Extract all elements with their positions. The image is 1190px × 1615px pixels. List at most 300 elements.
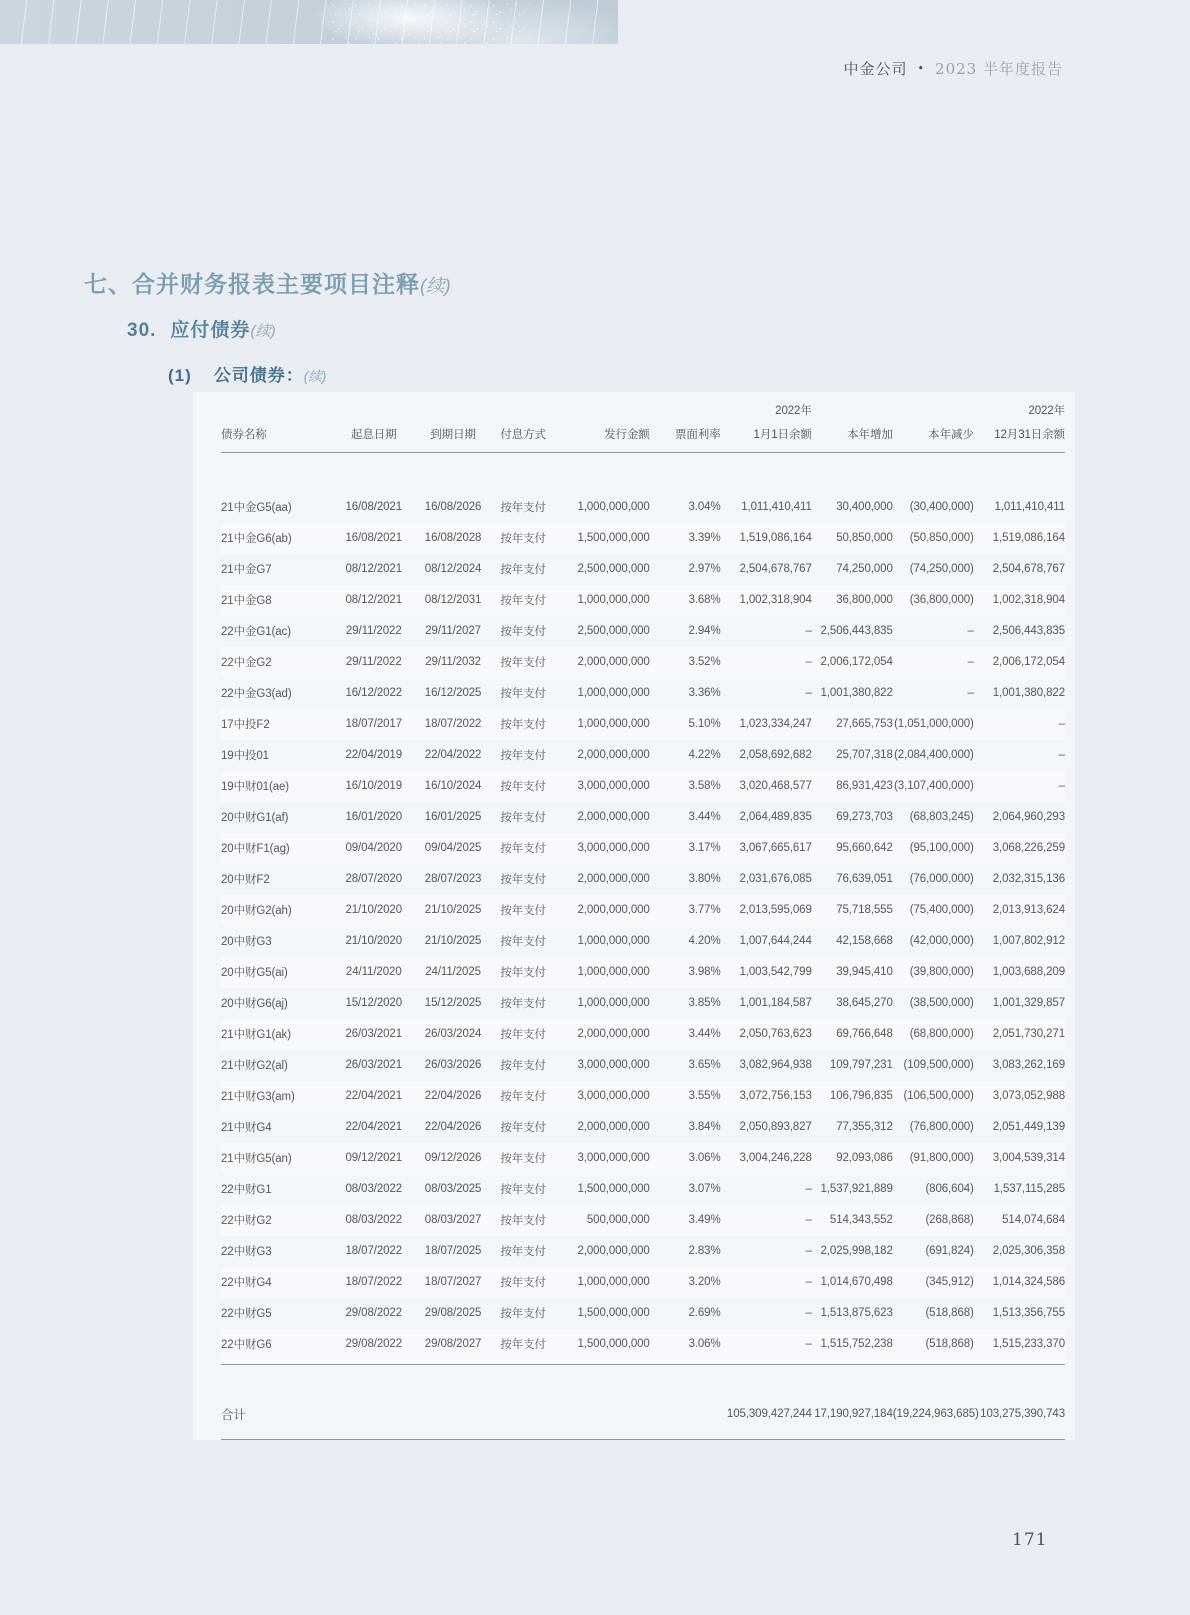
report-title: 2023 半年度报告 [935,60,1063,78]
table-cell: 22中财G5 [221,1308,272,1320]
table-cell: 69,766,648 [812,1019,893,1050]
note-number: 30. [127,320,157,341]
table-cell: 按年支付 [493,1205,554,1236]
table-cell: 3.44% [688,811,721,823]
table-cell: 22/04/2026 [424,1121,482,1133]
table-cell: (76,800,000) [909,1121,974,1133]
year-label-row [221,398,1065,420]
table-cell: 20中财G6(aj) [221,998,288,1010]
table-cell: 514,074,684 [974,1205,1065,1236]
table-cell: (75,400,000) [893,895,974,926]
table-row [221,864,1065,895]
table-cell: (2,084,400,000) [894,749,974,761]
table-cell: 2,000,000,000 [577,811,650,823]
table-cell: 按年支付 [493,1143,554,1174]
table-cell: 2,006,172,054 [974,647,1065,678]
table-cell: 25,707,318 [836,749,893,761]
table-cell: 3.77% [650,895,721,926]
table-cell: 1,000,000,000 [577,997,650,1009]
table-cell: 18/07/2017 [334,709,413,740]
table-cell: 08/03/2022 [345,1183,403,1195]
table-cell: – [974,709,1065,740]
table-cell: 21/10/2020 [345,935,403,947]
table-cell: 按年支付 [493,585,554,616]
total-label: 合计 [221,1365,334,1440]
decorative-header-band [0,0,618,44]
table-cell: 20中财G1(af) [221,812,289,824]
table-cell: 2,506,443,835 [992,625,1065,637]
table-row [221,771,1065,802]
table-cell: 16/01/2025 [424,811,482,823]
table-cell: 21中金G8 [221,585,334,616]
table-row [221,1329,1065,1365]
table-cell: 29/11/2022 [345,625,402,637]
section-heading-text: 七、合并财务报表主要项目注释 [84,271,420,297]
table-cell: 21中财G3(am) [221,1081,334,1112]
table-cell: 08/12/2021 [345,563,403,575]
table-cell: 09/04/2025 [413,833,492,864]
table-cell: – [967,687,974,699]
table-cell: 1,011,410,411 [994,501,1065,513]
table-cell: 18/07/2027 [413,1267,492,1298]
table-cell: (68,800,000) [893,1019,974,1050]
col-header-bond-name: 债券名称 [221,420,334,453]
table-cell: 15/12/2020 [345,997,403,1009]
table-cell: 16/08/2021 [345,501,403,513]
table-cell: 3,083,262,169 [992,1059,1065,1071]
bullet-separator-icon: • [917,62,926,75]
note-heading-text: 应付债券 [170,320,251,341]
table-cell: 2,000,000,000 [577,1121,650,1133]
table-cell: 1,000,000,000 [554,1267,650,1298]
note-continued-mark: (续) [250,323,276,340]
table-cell: 3.44% [650,1019,721,1050]
table-row [221,678,1065,709]
table-cell: 1,000,000,000 [554,957,650,988]
table-cell: 3,072,756,153 [721,1081,812,1112]
table-cell: 按年支付 [500,936,546,948]
table-cell: 3,004,246,228 [721,1143,812,1174]
table-row [221,833,1065,864]
table-cell: 1,001,380,822 [992,687,1065,699]
table-cell: 1,500,000,000 [554,1329,650,1365]
table-cell: 3.68% [650,585,721,616]
table-cell: 16/12/2022 [345,687,403,699]
table-cell: 27,665,753 [812,709,893,740]
table-cell: 2,025,998,182 [820,1245,893,1257]
table-cell: 2.69% [688,1307,721,1319]
table-cell: 92,093,086 [812,1143,893,1174]
table-row [221,1298,1065,1329]
table-cell: (74,250,000) [909,563,974,575]
table-cell: 24/11/2020 [334,957,413,988]
table-cell: 2,504,678,767 [739,563,812,575]
table-cell: 1,003,688,209 [974,957,1065,988]
table-row [221,1205,1065,1236]
table-cell: 19中财01(ae) [221,771,334,802]
table-cell: 2,000,000,000 [577,749,650,761]
table-cell: 按年支付 [493,957,554,988]
table-cell: 20中财G3 [221,936,272,948]
table-cell: 3.55% [650,1081,721,1112]
table-cell: 3,004,539,314 [974,1143,1065,1174]
table-cell: 106,796,835 [812,1081,893,1112]
table-cell: 按年支付 [500,1246,546,1258]
table-cell: 29/11/2027 [425,625,481,637]
table-cell: 1,001,329,857 [992,997,1065,1009]
table-cell: 3.17% [650,833,721,864]
table-cell: 2,064,489,835 [739,811,812,823]
table-cell: 按年支付 [493,709,554,740]
table-cell: 2.94% [688,625,721,637]
table-cell: 16/10/2019 [334,771,413,802]
table-cell: (36,800,000) [893,585,974,616]
table-cell: 2,051,730,271 [974,1019,1065,1050]
table-cell: (42,000,000) [909,935,974,947]
table-cell: 18/07/2022 [334,1267,413,1298]
table-cell: 74,250,000 [836,563,893,575]
table-cell: – [805,1183,812,1195]
table-cell: 按年支付 [493,647,554,678]
table-cell: 2,031,676,085 [739,873,812,885]
table-cell: 28/07/2023 [424,873,482,885]
col-header-maturity-date: 到期日期 [413,420,492,453]
table-cell: 4.20% [688,935,721,947]
table-cell: 按年支付 [493,523,554,554]
table-cell: 按年支付 [500,750,546,762]
table-row [221,616,1065,647]
table-cell: 26/03/2021 [345,1059,403,1071]
table-cell: 26/03/2021 [334,1019,413,1050]
table-cell: 1,513,875,623 [820,1307,893,1319]
table-cell: 按年支付 [500,1122,546,1134]
table-cell: 3,000,000,000 [554,833,650,864]
table-cell: – [805,687,812,699]
table-cell: 按年支付 [493,1267,554,1298]
company-name: 中金公司 [843,60,908,78]
bonds-table-container [193,392,1075,1440]
table-cell: 3,000,000,000 [577,1059,650,1071]
table-cell: (50,850,000) [893,523,974,554]
table-cell: 2,000,000,000 [577,873,650,885]
table-cell: 3.65% [688,1059,721,1071]
table-cell: 3,082,964,938 [739,1059,812,1071]
table-cell: (95,100,000) [893,833,974,864]
table-cell: 1,001,380,822 [820,687,893,699]
table-cell: 22中财G4 [221,1267,334,1298]
table-cell: 1,515,233,370 [974,1329,1065,1365]
table-cell: 18/07/2022 [345,1245,403,1257]
table-cell: 3,000,000,000 [554,1143,650,1174]
table-cell: 3,020,468,577 [721,771,812,802]
table-cell: 21中金G7 [221,564,272,576]
item-continued-mark: (续) [303,369,327,384]
table-cell: 1,500,000,000 [577,1307,650,1319]
table-row [221,1019,1065,1050]
table-cell: 109,797,231 [829,1059,893,1071]
table-cell: 2,000,000,000 [577,1245,650,1257]
note-heading [127,315,276,342]
table-cell: 29/08/2022 [334,1329,413,1365]
table-cell: 1,000,000,000 [577,935,650,947]
table-cell: 18/07/2025 [424,1245,482,1257]
table-cell: – [805,1307,812,1319]
table-cell: 39,945,410 [812,957,893,988]
table-cell: 3.39% [650,523,721,554]
table-cell: 1,537,115,285 [993,1183,1065,1195]
table-cell: 08/12/2021 [334,585,413,616]
table-cell: 21中财G2(al) [221,1060,288,1072]
table-cell: 20中财G2(ah) [221,895,334,926]
table-cell: – [721,1329,812,1365]
table-cell: 2,050,763,623 [721,1019,812,1050]
table-cell: 22中财G3 [221,1246,272,1258]
table-cell: 09/12/2021 [334,1143,413,1174]
table-cell: 3,073,052,988 [974,1081,1065,1112]
table-row [221,523,1065,554]
table-cell: 1,002,318,904 [721,585,812,616]
table-cell: 1,007,802,912 [992,935,1065,947]
bonds-table [221,398,1065,1440]
table-cell: 2,006,172,054 [812,647,893,678]
table-cell: (30,400,000) [909,501,974,513]
table-cell: 22/04/2019 [345,749,403,761]
item-number: (1) [168,366,192,385]
table-cell: 16/10/2024 [413,771,492,802]
table-cell: 2,013,595,069 [721,895,812,926]
table-cell: 75,718,555 [812,895,893,926]
table-cell: – [721,1205,812,1236]
table-cell: 2.83% [688,1245,721,1257]
table-cell: 77,355,312 [836,1121,893,1133]
page-number: 171 [1012,1530,1048,1550]
table-row [221,802,1065,833]
table-cell: 按年支付 [500,626,546,638]
table-row [221,1236,1065,1267]
table-cell: 2,506,443,835 [820,625,893,637]
table-cell: – [721,647,812,678]
total-dec31-balance: 103,275,390,743 [974,1365,1065,1440]
table-cell: 按年支付 [500,564,546,576]
table-cell: 2,000,000,000 [554,895,650,926]
table-cell: 2,013,913,624 [974,895,1065,926]
table-cell: 22/04/2021 [334,1081,413,1112]
table-row [221,554,1065,585]
table-cell: 08/12/2031 [413,585,492,616]
table-cell: 2,000,000,000 [554,647,650,678]
table-cell: 按年支付 [500,1184,546,1196]
table-row [221,585,1065,616]
table-row [221,453,1065,523]
table-cell: 2,500,000,000 [577,563,650,575]
table-cell: 3,000,000,000 [554,1081,650,1112]
year-label-dec31: 2022年 [1028,405,1065,417]
table-row [221,926,1065,957]
table-cell: 2,064,960,293 [992,811,1065,823]
table-cell: 2,500,000,000 [577,625,650,637]
table-cell: 16/01/2020 [345,811,403,823]
table-cell: – [974,771,1065,802]
table-cell: 21/10/2020 [334,895,413,926]
table-row [221,957,1065,988]
table-cell: 1,500,000,000 [554,523,650,554]
table-cell: 2,000,000,000 [554,1019,650,1050]
table-cell: (109,500,000) [903,1059,974,1071]
table-cell: 22/04/2022 [424,749,482,761]
table-cell: 1,023,334,247 [721,709,812,740]
table-cell: (68,803,245) [909,811,974,823]
decorative-speckle-texture [330,0,530,44]
table-cell: 42,158,668 [836,935,893,947]
table-cell: 按年支付 [500,874,546,886]
table-cell: 1,537,921,889 [820,1183,893,1195]
table-cell: 按年支付 [493,1019,554,1050]
running-header [844,58,1063,79]
table-cell: 4.22% [688,749,721,761]
table-row [221,1081,1065,1112]
col-header-dec31-balance: 12月31日余额 [974,420,1065,453]
table-row [221,740,1065,771]
total-decrease: (19,224,963,685) [893,1365,974,1440]
table-cell: – [805,1245,812,1257]
table-cell: 1,000,000,000 [554,709,650,740]
table-cell: 3.80% [688,873,721,885]
table-cell: 18/07/2022 [413,709,492,740]
table-cell: 29/08/2027 [413,1329,492,1365]
table-cell: 29/11/2032 [413,647,492,678]
table-cell: 3.06% [650,1329,721,1365]
table-cell: 21中财G1(ak) [221,1019,334,1050]
table-cell: 3.49% [650,1205,721,1236]
table-cell: 22/04/2026 [413,1081,492,1112]
table-cell: 3.58% [650,771,721,802]
table-cell: – [721,1267,812,1298]
col-header-issue-amount: 发行金额 [554,420,650,453]
table-cell: 3.98% [650,957,721,988]
table-cell: 2,050,893,827 [739,1121,812,1133]
table-row [221,1267,1065,1298]
table-cell: 69,273,703 [836,811,893,823]
table-cell: 09/04/2020 [334,833,413,864]
table-cell: 26/03/2026 [424,1059,482,1071]
table-cell: 3,067,665,617 [721,833,812,864]
table-cell: 08/12/2024 [424,563,482,575]
year-label-jan1: 2022年 [775,405,812,417]
item-heading-text: 公司债券： [213,366,304,385]
table-cell: 500,000,000 [554,1205,650,1236]
table-cell: 38,645,270 [836,997,893,1009]
table-cell: 22中金G2 [221,647,334,678]
total-increase: 17,190,927,184 [812,1365,893,1440]
table-cell: 3,068,226,259 [974,833,1065,864]
table-cell: 按年支付 [493,895,554,926]
table-cell: 按年支付 [500,1060,546,1072]
table-cell: 08/03/2027 [413,1205,492,1236]
table-cell: 3.07% [688,1183,721,1195]
table-cell: – [967,625,974,637]
table-cell: 2,058,692,682 [739,749,812,761]
table-cell: 1,519,086,164 [721,523,812,554]
table-cell: 1,002,318,904 [974,585,1065,616]
table-cell: 5.10% [650,709,721,740]
table-cell: 按年支付 [500,502,546,514]
table-cell: 21/10/2025 [424,935,482,947]
table-cell: 1,500,000,000 [577,1183,650,1195]
table-cell: 1,014,670,498 [812,1267,893,1298]
table-cell: 22中财G2 [221,1205,334,1236]
table-cell: 20中财F2 [221,874,270,886]
table-row [221,1050,1065,1081]
table-cell: 50,850,000 [812,523,893,554]
table-cell: 09/12/2026 [413,1143,492,1174]
table-cell: 17中投F2 [221,709,334,740]
table-cell: 1,000,000,000 [577,687,650,699]
table-cell: (106,500,000) [893,1081,974,1112]
table-cell: 21中金G5(aa) [221,502,292,514]
table-cell: 按年支付 [500,812,546,824]
table-cell: 29/08/2022 [345,1307,403,1319]
table-cell: 按年支付 [493,1081,554,1112]
table-cell: 3.52% [650,647,721,678]
table-cell: 15/12/2025 [424,997,482,1009]
table-cell: (691,824) [925,1245,974,1257]
table-cell: 19中投01 [221,750,269,762]
table-cell: 20中财F1(ag) [221,833,334,864]
table-cell: 95,660,642 [812,833,893,864]
table-cell: (39,800,000) [893,957,974,988]
table-cell: (91,800,000) [893,1143,974,1174]
table-cell: 21中财G5(an) [221,1143,334,1174]
table-row [221,709,1065,740]
table-cell: 29/08/2025 [424,1307,482,1319]
table-row [221,1112,1065,1143]
table-cell: 1,515,752,238 [812,1329,893,1365]
table-cell: 按年支付 [500,1308,546,1320]
table-cell: 1,513,356,755 [992,1307,1065,1319]
table-cell: 21中金G6(ab) [221,523,334,554]
table-header-row [221,420,1065,453]
table-cell: 按年支付 [493,833,554,864]
table-cell: 28/07/2020 [345,873,403,885]
table-cell: 20中财G5(ai) [221,957,334,988]
col-header-start-date: 起息日期 [334,420,413,453]
table-cell: 22中财G6 [221,1329,334,1365]
table-cell: 3.36% [688,687,721,699]
table-cell: – [805,625,812,637]
table-cell: (76,000,000) [909,873,974,885]
table-cell: (806,604) [925,1183,974,1195]
table-cell: – [893,647,974,678]
total-row [221,1365,1065,1440]
table-cell: 1,000,000,000 [577,501,650,513]
table-row [221,647,1065,678]
table-cell: 2,025,306,358 [992,1245,1065,1257]
table-cell: 2.97% [688,563,721,575]
section-continued-mark: (续) [420,275,451,296]
table-cell: (345,912) [893,1267,974,1298]
table-cell: 86,931,423 [812,771,893,802]
table-cell: (518,868) [893,1329,974,1365]
table-cell: 21中财G4 [221,1122,272,1134]
section-heading [84,266,451,299]
table-cell: 08/03/2022 [334,1205,413,1236]
table-row [221,1143,1065,1174]
table-row [221,988,1065,1019]
table-cell: 24/11/2025 [413,957,492,988]
total-jan1-balance: 105,309,427,244 [721,1365,812,1440]
table-cell: 2,051,449,139 [992,1121,1065,1133]
table-cell: 1,001,184,587 [739,997,812,1009]
